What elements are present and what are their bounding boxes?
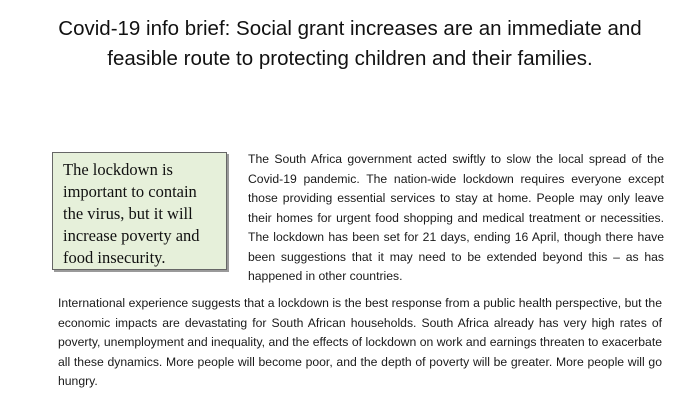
- callout-box: The lockdown is important to contain the virus, but it will increase poverty and food insecurity.: [52, 152, 227, 270]
- body-paragraph: International experience suggests that a lockdown is the best response from a public health perspective, but the economic impacts are devastating for South African households. South Africa already has very high rates of poverty, unemployment and inequality, and the effects of lockdown on work and earnings threaten to exacerbate all these dynamics. More people will become poor, and the depth of poverty will be greater. More people will go hungry.: [58, 296, 662, 388]
- intro-paragraph: The South Africa government acted swiftly to slow the local spread of the Covid-19 pandemic. The nation-wide lockdown requires everyone except those providing essential services to stay at home. People may only leave their homes for urgent food shopping and medical treatment or necessities. The lockdown has been set for 21 days, ending 16 April, though there have been suggestions that it may need to be extended beyond this – as has happened in other countries.: [248, 152, 664, 283]
- page-title: Covid-19 info brief: Social grant increases are an immediate and feasible route to protecting children and their families.: [58, 17, 642, 70]
